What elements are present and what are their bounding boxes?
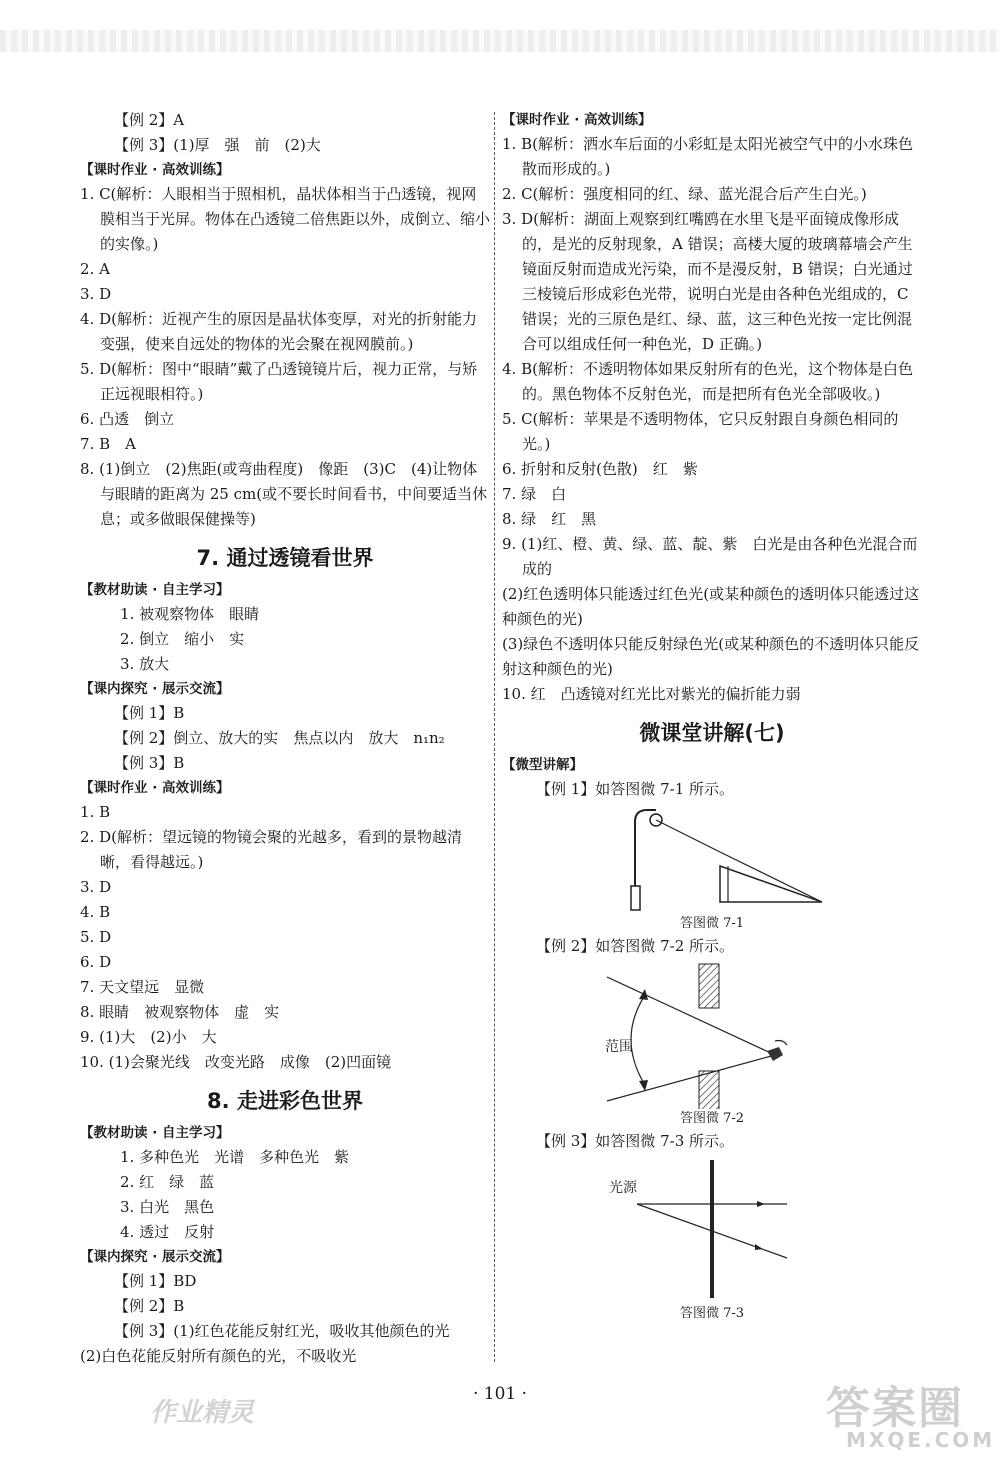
section-heading: 【教材助读 · 自主学习】 [80,1125,230,1141]
range-label: 范围 [605,1039,633,1055]
section-title: 7. 通过透镜看世界 [196,546,374,570]
answer-item: 2. C(解析：强度相同的红、绿、蓝光混合后产生白光。) [502,185,867,203]
watermark-url: MXQE.COM [846,1428,996,1452]
answer-item: 3. D [80,285,112,303]
section-heading: 【课内探究 · 展示交流】 [80,681,230,697]
page-number: · 101 · [472,1384,528,1404]
answer-item: 1. B(解析：洒水车后面的小彩虹是太阳光被空气中的小水珠色散而形成的。) [502,135,913,178]
figure-7-2 [597,959,827,1109]
example-answer: 【例 2】倒立、放大的实 焦点以内 放大 n₁n₂ [114,729,445,747]
answer-item: 3. D [80,878,112,896]
figure-7-3 [597,1154,827,1304]
left-column [80,108,490,1369]
answer-item: 6. D [80,953,112,971]
answer-item: 1. 被观察物体 眼睛 [120,605,260,623]
right-column [502,108,922,1324]
answer-item: 7. B A [80,435,136,453]
answer-item: 8. 眼睛 被观察物体 虚 实 [80,1003,280,1021]
example-answer: 【例 3】(1)红色花能反射红光，吸收其他颜色的光 [114,1322,450,1340]
answer-item: 4. 透过 反射 [120,1223,215,1241]
answer-item: 3. D(解析：湖面上观察到红嘴鸥在水里飞是平面镜成像形成的，是光的反射现象，A 错误；高楼大厦的玻璃幕墙会产生镜面反射而造成光污染，而不是漫反射，B 错误；白光通过三棱镜后形成彩色光带，说明白光是由各种色光组成的，C 错误；光的三原色是红、绿、蓝，这三种色光按一定比例混合可以组成任何一种色光，D 正确。) [502,210,913,353]
answer-item: 7. 天文望远 显微 [80,978,205,996]
answer-item: (2)红色透明体只能透过红色光(或某种颜色的透明体只能透过这种颜色的光) [502,585,920,628]
example-answer: 【例 2】B [114,1297,185,1315]
column-divider [494,112,495,1362]
figure-caption: 答图微 7-3 [679,1306,745,1321]
section-title: 微课堂讲解(七) [639,721,785,745]
example-answer: (2)白色花能反射所有颜色的光，不吸收光 [80,1347,357,1365]
example-answer: 【例 2】如答图微 7-2 所示。 [536,937,735,955]
example-2-answer: 【例 2】A [114,111,185,129]
answer-item: 9. (1)红、橙、黄、绿、蓝、靛、紫 白光是由各种色光混合而成的 [502,535,918,578]
answer-item: 3. 白光 黑色 [120,1198,215,1216]
answer-item: 9. (1)大 (2)小 大 [80,1028,217,1046]
answer-item: 4. D(解析：近视产生的原因是晶状体变厚，对光的折射能力变强，使来自远处的物体的光会聚在视网膜前。) [80,310,477,353]
answer-item: 1. B [80,803,111,821]
example-answer: 【例 3】如答图微 7-3 所示。 [536,1132,735,1150]
example-answer: 【例 1】如答图微 7-1 所示。 [536,780,735,798]
scan-top-band [0,30,1000,52]
stamp-watermark: 作业精灵 [150,1398,255,1428]
answer-item: 2. A [80,260,110,278]
answer-item: 8. 绿 红 黑 [502,510,597,528]
answer-item: 2. D(解析：望远镜的物镜会聚的光越多，看到的景物越清晰，看得越远。) [80,828,462,871]
figure-7-1 [602,802,822,914]
answer-item: 5. D(解析：图中“眼睛”戴了凸透镜镜片后，视力正常，与矫正远视眼相符。) [80,360,478,403]
answer-item: 6. 凸透 倒立 [80,410,175,428]
section-heading: 【课时作业 · 高效训练】 [502,112,652,128]
answer-item: 10. (1)会聚光线 改变光路 成像 (2)凹面镜 [80,1053,392,1071]
example-answer: 【例 1】BD [114,1272,197,1290]
answer-item: 4. B(解析：不透明物体如果反射所有的色光，这个物体是白色的。黑色物体不反射色光，而是把所有色光全部吸收。) [502,360,913,403]
answer-item: 3. 放大 [120,655,170,673]
section-heading: 【微型讲解】 [502,757,583,773]
example-3-answer: 【例 3】(1)厚 强 前 (2)大 [114,136,321,154]
answer-item: 5. D [80,928,112,946]
figure-caption: 答图微 7-2 [679,1111,745,1126]
watermark-logo: 答案圈 [826,1383,964,1434]
answer-item: 7. 绿 白 [502,485,567,503]
answer-item: (3)绿色不透明体只能反射绿色光(或某种颜色的不透明体只能反射这种颜色的光) [502,635,920,678]
answer-item: 4. B [80,903,111,921]
example-answer: 【例 3】B [114,754,185,772]
section-heading: 【课时作业 · 高效训练】 [80,780,230,796]
answer-item: 1. C(解析：人眼相当于照相机，晶状体相当于凸透镜，视网膜相当于光屏。物体在凸透镜二倍焦距以外，成倒立、缩小的实像。) [80,185,491,253]
figure-caption: 答图微 7-1 [679,916,745,931]
section-heading: 【课内探究 · 展示交流】 [80,1249,230,1265]
section-heading: 【教材助读 · 自主学习】 [80,582,230,598]
answer-item: 8. (1)倒立 (2)焦距(或弯曲程度) 像距 (3)C (4)让物体与眼睛的距离为 25 cm(或不要长时间看书，中间要适当休息；或多做眼保健操等) [80,460,488,528]
light-source-label: 光源 [609,1180,637,1196]
section-heading: 【课时作业 · 高效训练】 [80,162,230,178]
answer-item: 2. 倒立 缩小 实 [120,630,245,648]
answer-item: 2. 红 绿 蓝 [120,1173,215,1191]
example-answer: 【例 1】B [114,704,185,722]
section-title: 8. 走进彩色世界 [207,1089,363,1113]
answer-item: 1. 多种色光 光谱 多种色光 紫 [120,1148,350,1166]
answer-item: 10. 红 凸透镜对红光比对紫光的偏折能力弱 [502,685,801,703]
answer-item: 6. 折射和反射(色散) 红 紫 [502,460,698,478]
answer-item: 5. C(解析：苹果是不透明物体，它只反射跟自身颜色相同的光。) [502,410,899,453]
